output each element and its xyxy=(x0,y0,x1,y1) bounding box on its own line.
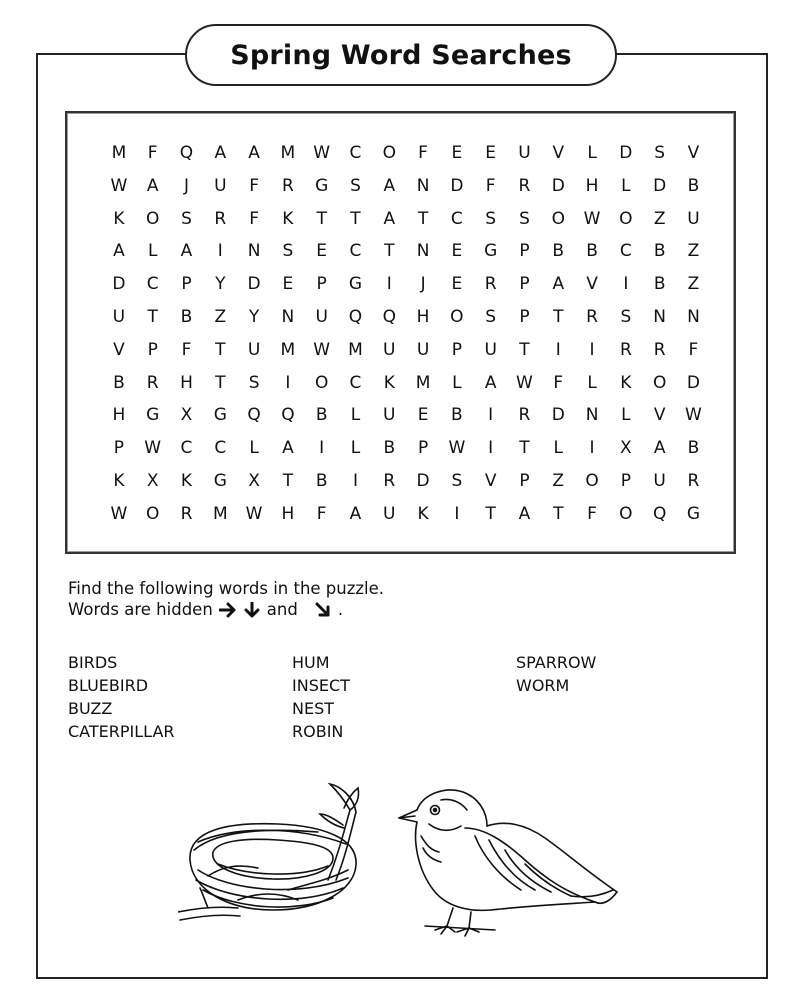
grid-letter: N xyxy=(687,306,700,327)
grid-letter: R xyxy=(586,306,598,327)
grid-letter: U xyxy=(383,503,396,524)
sparrow-illustration xyxy=(395,780,625,945)
grid-letter: Z xyxy=(214,306,227,327)
grid-letter: M xyxy=(348,339,363,360)
instructions xyxy=(68,578,384,620)
grid-letter: P xyxy=(113,438,125,459)
grid-letter: P xyxy=(519,470,530,491)
grid-letter: S xyxy=(620,306,632,327)
grid-letter: D xyxy=(653,175,667,196)
grid-letter: H xyxy=(180,372,193,393)
word-item: HUM xyxy=(292,653,330,672)
grid-letter: A xyxy=(383,175,396,196)
grid-letter: B xyxy=(653,241,666,262)
grid-letter: V xyxy=(586,274,598,295)
grid-letter: S xyxy=(282,241,294,262)
grid-letter: I xyxy=(386,274,392,295)
grid-letter: C xyxy=(349,372,362,393)
word-item: INSECT xyxy=(292,676,350,695)
grid-letter: O xyxy=(619,503,633,524)
grid-letter: J xyxy=(183,175,189,196)
grid-letter: U xyxy=(687,208,700,229)
grid-letter: S xyxy=(485,306,497,327)
grid-letter: U xyxy=(315,306,328,327)
grid-letter: I xyxy=(454,503,460,524)
grid-letter: R xyxy=(281,175,294,196)
grid-letter: H xyxy=(416,306,430,327)
grid-letter: L xyxy=(587,372,597,393)
grid-letter: D xyxy=(416,470,430,491)
grid-letter: K xyxy=(383,372,395,393)
grid-letter: W xyxy=(583,208,601,229)
grid-letter: M xyxy=(212,503,228,524)
grid-letter: F xyxy=(249,208,259,229)
grid-letter: A xyxy=(653,438,666,459)
word-item: ROBIN xyxy=(292,722,344,741)
grid-letter: R xyxy=(383,470,396,491)
grid-letter: F xyxy=(688,339,699,360)
grid-letter: X xyxy=(180,405,193,426)
grid-letter: C xyxy=(146,274,159,295)
grid-letter: U xyxy=(214,175,227,196)
grid-letter: H xyxy=(281,503,295,524)
grid-letter: U xyxy=(653,470,666,491)
grid-letter: K xyxy=(282,208,294,229)
grid-letter: V xyxy=(552,143,565,163)
right-arrow-icon xyxy=(219,602,237,618)
grid-letter: A xyxy=(552,274,565,295)
grid-letter: N xyxy=(416,241,430,262)
grid-letter: B xyxy=(653,274,666,295)
grid-letter: C xyxy=(349,143,362,163)
grid-letter: R xyxy=(653,339,666,360)
grid-letter: N xyxy=(585,405,599,426)
grid-letter: P xyxy=(316,274,327,295)
grid-letter: A xyxy=(113,241,125,262)
grid-letter: O xyxy=(652,372,667,393)
grid-letter: I xyxy=(555,339,561,360)
grid-letter: X xyxy=(620,438,632,459)
grid-letter: A xyxy=(214,143,227,163)
grid-letter: Q xyxy=(348,306,363,327)
word-list-column-2 xyxy=(292,651,350,743)
grid-letter: L xyxy=(621,175,631,196)
grid-letter: U xyxy=(518,143,531,163)
grid-letter: S xyxy=(451,470,463,491)
grid-letter: B xyxy=(586,241,598,262)
grid-letter: M xyxy=(415,372,431,393)
grid-letter: W xyxy=(685,405,702,426)
grid-letter: V xyxy=(113,339,125,360)
grid-letter: W xyxy=(144,438,162,459)
grid-letter: E xyxy=(451,143,463,163)
grid-letter: P xyxy=(519,306,530,327)
grid-letter: J xyxy=(420,274,426,295)
grid-letter: C xyxy=(180,438,193,459)
grid-letter: U xyxy=(484,339,497,360)
title-banner xyxy=(185,24,617,86)
grid-letter: I xyxy=(623,274,629,295)
grid-letter: W xyxy=(448,438,466,459)
grid-letter: L xyxy=(452,372,462,393)
grid-letter: V xyxy=(687,143,700,163)
grid-letter: P xyxy=(620,470,631,491)
grid-letter: L xyxy=(553,438,563,459)
grid-letter: E xyxy=(485,143,497,163)
grid-letter: D xyxy=(450,175,464,196)
grid-letter: A xyxy=(518,503,531,524)
grid-letter: T xyxy=(384,241,395,262)
grid-letter: A xyxy=(146,175,159,196)
page-title: Spring Word Searches xyxy=(230,39,572,71)
instructions-end: . xyxy=(337,600,344,619)
word-item: CATERPILLAR xyxy=(68,722,175,741)
grid-letter: Q xyxy=(382,306,396,327)
grid-letter: L xyxy=(350,405,361,426)
grid-letter: C xyxy=(619,241,632,262)
grid-letter: K xyxy=(417,503,429,524)
grid-letter: C xyxy=(349,241,362,262)
nest-illustration xyxy=(178,780,378,930)
grid-letter: B xyxy=(451,405,463,426)
grid-letter: R xyxy=(518,175,531,196)
grid-letter: A xyxy=(248,143,260,163)
grid-letter: N xyxy=(247,241,261,262)
grid-letter: I xyxy=(217,241,223,262)
grid-letter: O xyxy=(551,208,565,229)
grid-letter: T xyxy=(553,306,564,327)
word-item: BLUEBIRD xyxy=(68,676,149,695)
grid-letter: U xyxy=(416,339,430,360)
grid-letter: T xyxy=(417,208,429,229)
grid-letter: N xyxy=(416,175,430,196)
grid-letter: B xyxy=(315,405,328,426)
grid-letter: Q xyxy=(281,405,295,426)
grid-letter: F xyxy=(147,143,158,163)
grid-letter: R xyxy=(518,405,531,426)
grid-letter: T xyxy=(282,470,294,491)
grid-letter: G xyxy=(484,241,498,262)
grid-letter: O xyxy=(450,306,464,327)
grid-letter: I xyxy=(488,405,494,426)
grid-letter: T xyxy=(519,438,530,459)
grid-letter: R xyxy=(214,208,227,229)
grid-letter: G xyxy=(686,503,701,524)
grid-letter: T xyxy=(485,503,496,524)
grid-letter: L xyxy=(249,438,259,459)
grid-letter: Z xyxy=(552,470,565,491)
grid-letter: B xyxy=(383,438,396,459)
grid-letter: A xyxy=(282,438,294,459)
grid-letter: Q xyxy=(179,143,194,163)
grid-letter: W xyxy=(245,503,263,524)
grid-letter: P xyxy=(181,274,192,295)
grid-letter: T xyxy=(215,372,226,393)
grid-letter: S xyxy=(519,208,530,229)
grid-letter: D xyxy=(619,143,633,163)
grid-letter: I xyxy=(285,372,291,393)
grid-letter: I xyxy=(589,438,595,459)
instructions-and: and xyxy=(266,600,298,619)
grid-letter: K xyxy=(180,470,193,491)
grid-letter: E xyxy=(316,241,328,262)
grid-letter: Y xyxy=(248,306,260,327)
grid-letter: S xyxy=(485,208,497,229)
grid-letter: G xyxy=(146,405,160,426)
grid-letter: E xyxy=(282,274,294,295)
grid-letter: L xyxy=(147,241,158,262)
grid-letter: D xyxy=(112,274,126,295)
grid-letter: T xyxy=(553,503,564,524)
diagonal-down-right-arrow-icon xyxy=(314,602,332,618)
grid-letter: X xyxy=(146,470,159,491)
grid-letter: I xyxy=(589,339,595,360)
grid-letter: C xyxy=(450,208,463,229)
letter-grid xyxy=(102,143,710,540)
grid-letter: W xyxy=(110,175,128,196)
grid-letter: Y xyxy=(215,274,226,295)
grid-letter: E xyxy=(451,274,463,295)
grid-letter: T xyxy=(350,208,361,229)
grid-letter: V xyxy=(484,470,497,491)
grid-letter: N xyxy=(281,306,295,327)
grid-letter: T xyxy=(316,208,327,229)
grid-letter: Z xyxy=(687,274,700,295)
grid-letter: M xyxy=(280,339,296,360)
grid-letter: Z xyxy=(653,208,666,229)
grid-letter: R xyxy=(619,339,632,360)
grid-letter: F xyxy=(553,372,564,393)
grid-letter: M xyxy=(280,143,296,163)
grid-letter: S xyxy=(654,143,666,163)
grid-letter: G xyxy=(348,274,363,295)
grid-letter: B xyxy=(552,241,565,262)
grid-letter: P xyxy=(451,339,462,360)
puzzle-box xyxy=(65,111,736,554)
grid-letter: L xyxy=(350,438,361,459)
grid-letter: N xyxy=(653,306,666,327)
grid-letter: F xyxy=(418,143,428,163)
grid-letter: D xyxy=(551,405,565,426)
grid-letter: U xyxy=(383,339,396,360)
grid-letter: R xyxy=(180,503,193,524)
grid-letter: S xyxy=(248,372,260,393)
grid-letter: Q xyxy=(652,503,667,524)
grid-letter: F xyxy=(485,175,496,196)
word-item: BUZZ xyxy=(68,699,113,718)
grid-letter: S xyxy=(350,175,361,196)
grid-letter: Q xyxy=(247,405,261,426)
down-arrow-icon xyxy=(243,602,261,618)
grid-letter: K xyxy=(620,372,632,393)
grid-letter: A xyxy=(180,241,193,262)
grid-letter: B xyxy=(180,306,193,327)
grid-letter: G xyxy=(315,175,329,196)
grid-letter: F xyxy=(249,175,259,196)
grid-letter: V xyxy=(653,405,666,426)
grid-letter: B xyxy=(687,438,700,459)
grid-letter: G xyxy=(213,405,227,426)
grid-letter: M xyxy=(111,143,127,163)
grid-letter: G xyxy=(213,470,227,491)
grid-letter: W xyxy=(516,372,533,393)
grid-letter: O xyxy=(146,208,160,229)
word-list-column-3 xyxy=(516,651,596,697)
word-item: BIRDS xyxy=(68,653,118,672)
grid-letter: K xyxy=(113,470,125,491)
grid-letter: K xyxy=(113,208,125,229)
grid-letter: Z xyxy=(687,241,700,262)
grid-letter: A xyxy=(484,372,497,393)
word-item: SPARROW xyxy=(516,653,597,672)
grid-letter: T xyxy=(215,339,226,360)
grid-letter: B xyxy=(687,175,700,196)
grid-letter: F xyxy=(181,339,192,360)
grid-letter: R xyxy=(484,274,497,295)
grid-letter: L xyxy=(587,143,597,163)
grid-letter: P xyxy=(519,241,530,262)
instructions-prefix: Words are hidden xyxy=(68,600,213,619)
grid-letter: B xyxy=(113,372,125,393)
grid-letter: H xyxy=(112,405,126,426)
grid-letter: T xyxy=(519,339,530,360)
grid-letter: B xyxy=(315,470,328,491)
grid-letter: D xyxy=(551,175,565,196)
grid-letter: P xyxy=(417,438,429,459)
grid-letter: S xyxy=(181,208,192,229)
grid-letter: O xyxy=(146,503,160,524)
grid-letter: F xyxy=(587,503,597,524)
grid-letter: D xyxy=(686,372,700,393)
grid-letter: E xyxy=(451,241,463,262)
grid-letter: O xyxy=(619,208,633,229)
instructions-line-1: Find the following words in the puzzle. xyxy=(68,579,385,598)
grid-letter: I xyxy=(488,438,494,459)
word-item: WORM xyxy=(516,676,570,695)
grid-letter: P xyxy=(519,274,530,295)
grid-letter: U xyxy=(112,306,126,327)
grid-letter: O xyxy=(585,470,599,491)
grid-letter: R xyxy=(146,372,159,393)
grid-letter: T xyxy=(147,306,158,327)
word-list-column-1 xyxy=(68,651,175,743)
grid-letter: W xyxy=(110,503,128,524)
grid-letter: O xyxy=(314,372,329,393)
grid-letter: I xyxy=(319,438,325,459)
grid-letter: A xyxy=(383,208,396,229)
grid-letter: U xyxy=(247,339,261,360)
grid-letter: E xyxy=(417,405,429,426)
grid-letter: I xyxy=(352,470,358,491)
grid-letter: X xyxy=(248,470,260,491)
grid-letter: P xyxy=(147,339,158,360)
grid-letter: U xyxy=(383,405,396,426)
grid-letter: L xyxy=(621,405,631,426)
grid-letter: D xyxy=(247,274,261,295)
grid-letter: A xyxy=(349,503,362,524)
instructions-line-2 xyxy=(68,599,384,620)
grid-letter: C xyxy=(214,438,227,459)
word-item: NEST xyxy=(292,699,335,718)
grid-letter: W xyxy=(313,143,331,163)
grid-letter: R xyxy=(687,470,700,491)
grid-letter: H xyxy=(585,175,599,196)
grid-letter: F xyxy=(316,503,327,524)
grid-letter: O xyxy=(382,143,396,163)
grid-letter: W xyxy=(313,339,331,360)
